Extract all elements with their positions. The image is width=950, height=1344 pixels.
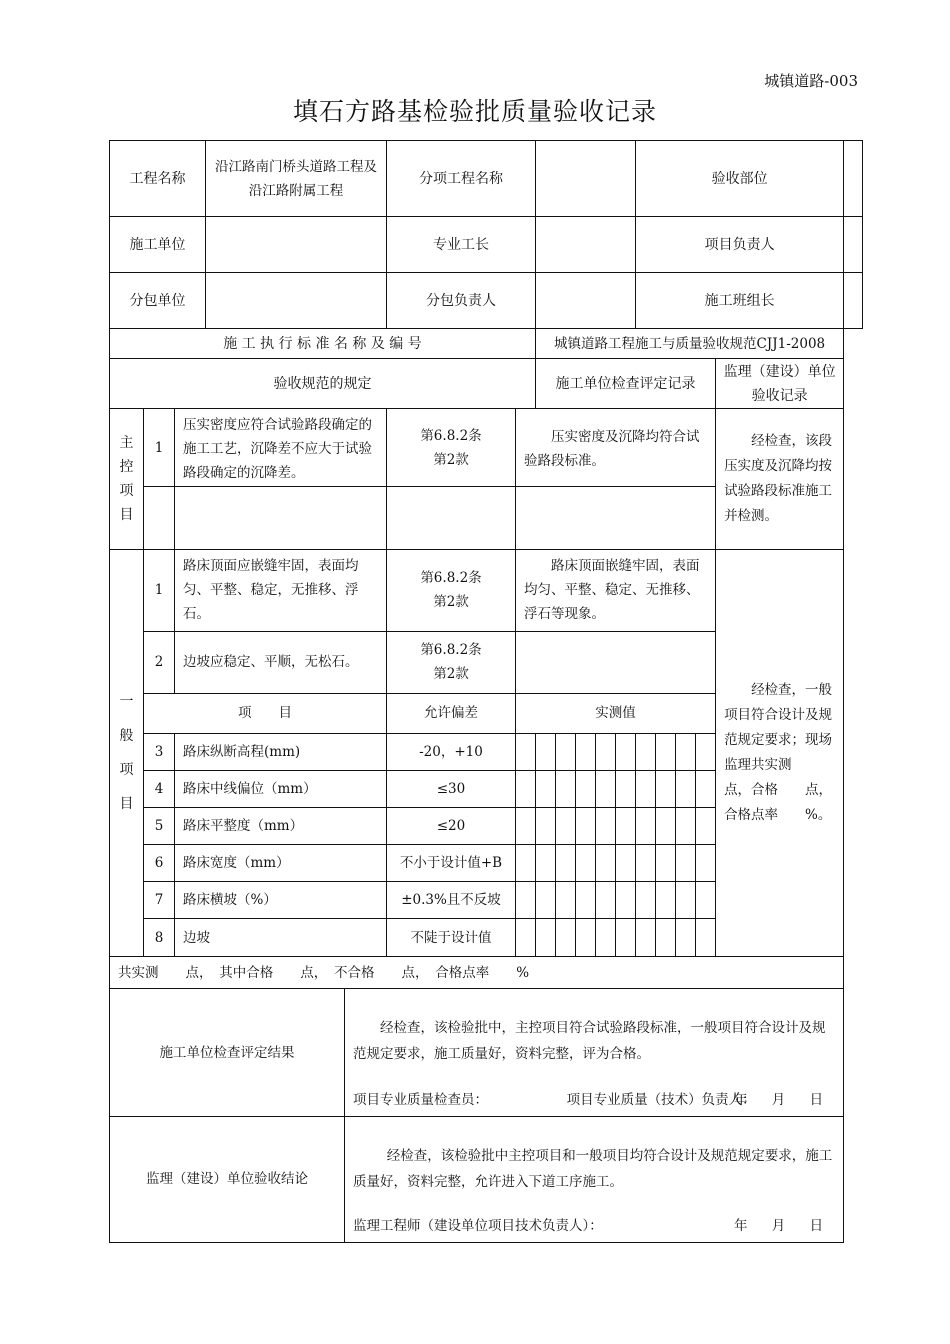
general-item-check[interactable] — [516, 631, 716, 693]
measured-value-cell[interactable] — [636, 771, 656, 808]
measured-value-cell[interactable] — [516, 845, 536, 882]
measure-item: 路床平整度（mm） — [175, 808, 387, 845]
measured-value-cell[interactable] — [556, 808, 576, 845]
header-row-project — [110, 141, 863, 217]
contractor-result-text: 经检查，该检验批中，主控项目符合试验路段标准，一般项目符合设计及规范规定要求，施工质量好，资料完整，评为合格。 — [353, 1020, 826, 1063]
sub-lead-value[interactable] — [536, 273, 636, 329]
measured-value-cell[interactable] — [516, 771, 536, 808]
sub-lead-label: 分包负责人 — [387, 273, 536, 329]
summary-row — [110, 957, 863, 989]
main-control-supervisor[interactable]: 经检查，该段压实度及沉降均按试验路段标准施工并检测。 — [716, 409, 844, 549]
measure-tolerance: ≤30 — [387, 771, 516, 808]
subitem-label: 分项工程名称 — [387, 141, 536, 217]
contractor-value[interactable] — [206, 217, 387, 273]
measured-value-cell[interactable] — [556, 733, 576, 770]
header-row-subcontractor — [110, 273, 863, 329]
measured-value-cell[interactable] — [576, 771, 596, 808]
column-header-row — [110, 359, 863, 409]
team-lead-value[interactable] — [844, 273, 863, 329]
measured-value-cell[interactable] — [616, 882, 636, 919]
general-item-clause — [387, 631, 516, 693]
standard-value: 城镇道路工程施工与质量验收规范CJJ1-2008 — [536, 329, 844, 359]
measured-value-cell[interactable] — [616, 808, 636, 845]
measure-item: 路床中线偏位（mm） — [175, 771, 387, 808]
spec-column-header: 验收规范的规定 — [110, 359, 536, 409]
measured-value-cell[interactable] — [696, 771, 716, 808]
general-item-clause-line1: 第6.8.2条 — [420, 642, 482, 659]
general-item-no: 2 — [144, 631, 175, 693]
measure-no: 3 — [144, 733, 175, 770]
inspection-record-table — [109, 140, 863, 1243]
measure-values-header: 实测值 — [516, 693, 716, 733]
measure-item-header: 项 目 — [144, 693, 387, 733]
measured-value-cell[interactable] — [576, 733, 596, 770]
measured-value-cell[interactable] — [696, 882, 716, 919]
main-item-clause-line1: 第6.8.2条 — [420, 427, 482, 444]
supervisor-result-label: 监理（建设）单位验收结论 — [110, 1116, 345, 1242]
main-item-clause — [387, 409, 516, 486]
measured-value-cell[interactable] — [556, 771, 576, 808]
measured-value-cell[interactable] — [516, 733, 536, 770]
measured-value-cell[interactable] — [576, 882, 596, 919]
measured-value-cell[interactable] — [596, 882, 616, 919]
supervisor-result-date: 年 月 日 — [734, 1218, 834, 1234]
part-label: 验收部位 — [636, 141, 844, 217]
measured-value-cell[interactable] — [696, 733, 716, 770]
measured-value-cell[interactable] — [636, 808, 656, 845]
measured-value-cell[interactable] — [696, 845, 716, 882]
measured-value-cell[interactable] — [596, 845, 616, 882]
pm-label: 项目负责人 — [636, 217, 844, 273]
measured-value-cell[interactable] — [616, 733, 636, 770]
supervisor-result-text: 经检查，该检验批中主控项目和一般项目均符合设计及规范规定要求，施工质量好，资料完整，允许进入下道工序施工。 — [353, 1147, 833, 1190]
general-supervisor[interactable]: 经检查，一般项目符合设计及规范规定要求；现场监理共实测 点，合格 点，合格点率 %。 — [716, 549, 844, 957]
main-item-text-empty — [175, 486, 387, 549]
main-item-no-empty — [144, 486, 175, 549]
general-item-check[interactable]: 路床顶面嵌缝牢固，表面均匀、平整、稳定、无推移、浮石等现象。 — [516, 549, 716, 631]
contractor-result-date: 年 月 日 — [734, 1091, 834, 1108]
measured-value-cell[interactable] — [556, 845, 576, 882]
measure-item: 路床纵断高程(mm) — [175, 733, 387, 770]
measured-value-cell[interactable] — [676, 733, 696, 770]
measured-value-cell[interactable] — [596, 808, 616, 845]
measured-value-cell[interactable] — [656, 733, 676, 770]
measure-item: 路床宽度（mm） — [175, 845, 387, 882]
general-item-text: 边坡应稳定、平顺，无松石。 — [175, 631, 387, 693]
measure-item: 路床横坡（%） — [175, 882, 387, 919]
measured-value-cell[interactable] — [596, 771, 616, 808]
header-row-contractor — [110, 217, 863, 273]
contractor-result-row — [110, 989, 863, 1116]
document-code: 城镇道路-003 — [764, 72, 858, 90]
pm-value[interactable] — [844, 217, 863, 273]
measure-tolerance: -20，+10 — [387, 733, 516, 770]
measured-value-cell[interactable] — [576, 808, 596, 845]
measured-value-cell[interactable] — [656, 919, 676, 957]
measured-value-cell[interactable] — [696, 919, 716, 957]
main-item-check-empty[interactable] — [516, 486, 716, 549]
contractor-result-cell[interactable] — [345, 989, 844, 1116]
measure-item: 边坡 — [175, 919, 387, 957]
supervisor-column-header: 监理（建设）单位验收记录 — [716, 359, 844, 409]
measured-value-cell[interactable] — [676, 919, 696, 957]
measure-tolerance: ≤20 — [387, 808, 516, 845]
team-lead-label: 施工班组长 — [636, 273, 844, 329]
measured-value-cell[interactable] — [536, 771, 556, 808]
standard-label: 施 工 执 行 标 准 名 称 及 编 号 — [110, 329, 536, 359]
measured-value-cell[interactable] — [536, 733, 556, 770]
measured-value-cell[interactable] — [656, 882, 676, 919]
measure-no: 5 — [144, 808, 175, 845]
quality-inspector-label: 项目专业质量检查员： — [353, 1091, 488, 1108]
measured-value-cell[interactable] — [636, 845, 656, 882]
main-item-check[interactable]: 压实密度及沉降均符合试验路段标准。 — [516, 409, 716, 486]
main-item-clause-line2: 第2款 — [433, 451, 469, 468]
project-name-label: 工程名称 — [110, 141, 206, 217]
measured-value-cell[interactable] — [536, 808, 556, 845]
measured-value-cell[interactable] — [536, 845, 556, 882]
measured-value-cell[interactable] — [656, 808, 676, 845]
measured-value-cell[interactable] — [516, 882, 536, 919]
measure-no: 8 — [144, 919, 175, 957]
contractor-check-column-header: 施工单位检查评定记录 — [536, 359, 716, 409]
measured-value-cell[interactable] — [556, 919, 576, 957]
standard-row — [110, 329, 863, 359]
general-item-clause-line2: 第2款 — [433, 666, 469, 683]
measure-tolerance-header: 允许偏差 — [387, 693, 516, 733]
measured-value-cell[interactable] — [576, 845, 596, 882]
measured-value-cell[interactable] — [516, 808, 536, 845]
general-label: 一般项目 — [110, 549, 144, 957]
measured-value-cell[interactable] — [536, 882, 556, 919]
subcontractor-value[interactable] — [206, 273, 387, 329]
measured-value-cell[interactable] — [676, 882, 696, 919]
general-row-1 — [110, 549, 863, 631]
general-item-no: 1 — [144, 549, 175, 631]
measure-no: 6 — [144, 845, 175, 882]
main-control-row-1 — [110, 409, 863, 486]
project-name-value: 沿江路南门桥头道路工程及沿江路附属工程 — [206, 141, 387, 217]
measure-no: 4 — [144, 771, 175, 808]
tech-lead-label: 项目专业质量（技术）负责人： — [566, 1091, 756, 1108]
measured-value-cell[interactable] — [656, 845, 676, 882]
summary-total: 共实测 点， 其中合格 点， 不合格 点， 合格点率 % — [110, 957, 844, 989]
measured-value-cell[interactable] — [636, 882, 656, 919]
measure-tolerance: 不小于设计值+B — [387, 845, 516, 882]
subitem-value[interactable] — [536, 141, 636, 217]
measured-value-cell[interactable] — [536, 919, 556, 957]
measured-value-cell[interactable] — [636, 733, 656, 770]
contractor-result-label: 施工单位检查评定结果 — [110, 989, 345, 1116]
supervisor-engineer-label: 监理工程师（建设单位项目技术负责人）： — [353, 1218, 603, 1234]
main-control-label: 主控项目 — [110, 409, 144, 549]
supervisor-result-row — [110, 1116, 863, 1242]
supervisor-result-cell[interactable] — [345, 1116, 844, 1242]
main-item-no: 1 — [144, 409, 175, 486]
measured-value-cell[interactable] — [676, 771, 696, 808]
general-item-clause — [387, 549, 516, 631]
page-title: 填石方路基检验批质量验收记录 — [292, 97, 657, 126]
measure-tolerance: 不陡于设计值 — [387, 919, 516, 957]
measured-value-cell[interactable] — [556, 882, 576, 919]
measured-value-cell[interactable] — [696, 808, 716, 845]
general-item-text: 路床顶面应嵌缝牢固，表面均匀、平整、稳定，无推移、浮石。 — [175, 549, 387, 631]
measured-value-cell[interactable] — [516, 919, 536, 957]
measure-tolerance: ±0.3%且不反坡 — [387, 882, 516, 919]
subcontractor-label: 分包单位 — [110, 273, 206, 329]
measured-value-cell[interactable] — [676, 845, 696, 882]
measured-value-cell[interactable] — [676, 808, 696, 845]
measured-value-cell[interactable] — [616, 771, 636, 808]
general-item-clause-line1: 第6.8.2条 — [420, 570, 482, 587]
measured-value-cell[interactable] — [636, 919, 656, 957]
measured-value-cell[interactable] — [616, 919, 636, 957]
measured-value-cell[interactable] — [616, 845, 636, 882]
measure-no: 7 — [144, 882, 175, 919]
measured-value-cell[interactable] — [576, 919, 596, 957]
measured-value-cell[interactable] — [596, 733, 616, 770]
foreman-label: 专业工长 — [387, 217, 536, 273]
part-value[interactable] — [844, 141, 863, 217]
foreman-value[interactable] — [536, 217, 636, 273]
main-item-text: 压实密度应符合试验路段确定的施工工艺，沉降差不应大于试验路段确定的沉降差。 — [175, 409, 387, 486]
contractor-label: 施工单位 — [110, 217, 206, 273]
general-item-clause-line2: 第2款 — [433, 594, 469, 611]
measured-value-cell[interactable] — [656, 771, 676, 808]
main-item-clause-empty — [387, 486, 516, 549]
measured-value-cell[interactable] — [596, 919, 616, 957]
